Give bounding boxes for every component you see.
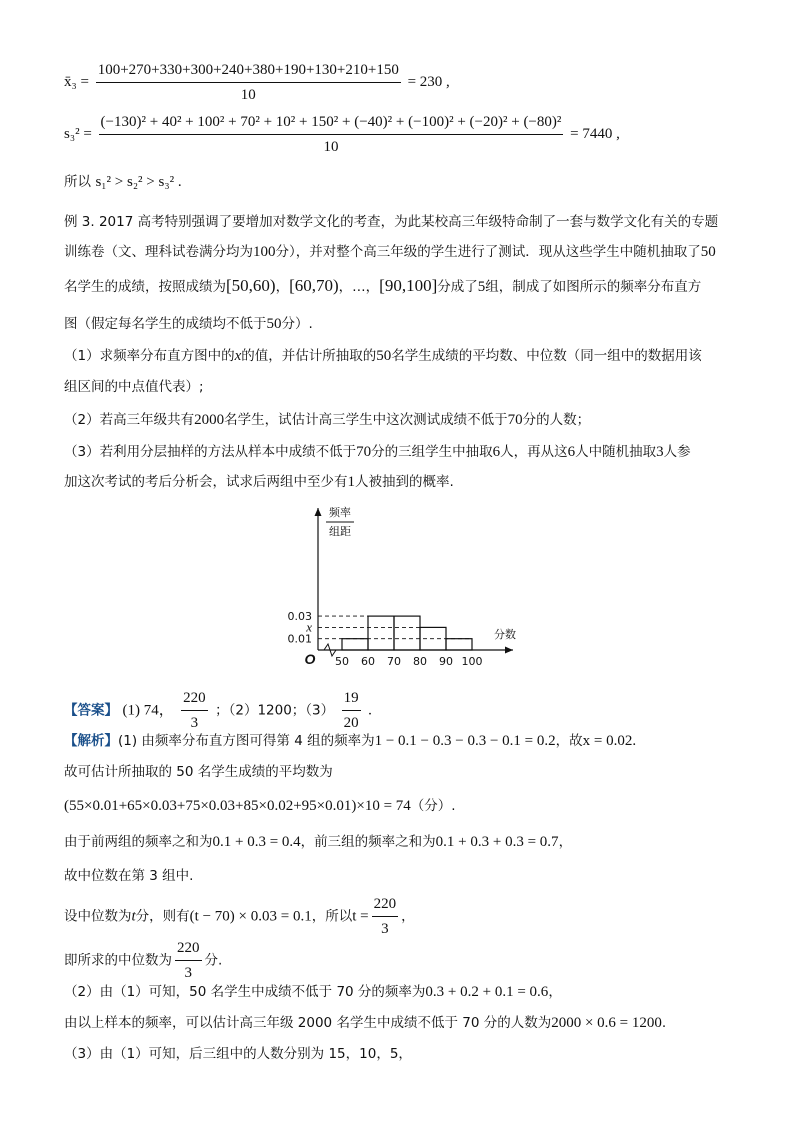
text: 训练卷（文、理科试卷满分均为 <box>64 244 253 260</box>
x-tick-label: 60 <box>361 655 375 668</box>
y-axis-label-bottom: 组距 <box>329 525 351 538</box>
fraction-numerator: 220 <box>372 894 399 917</box>
text: 名学生，试估计高三学生中这次测试成绩不低于 <box>224 412 508 428</box>
x-tick-label: 100 <box>461 655 483 668</box>
expr: 1 − 0.1 − 0.3 − 0.3 − 0.1 = 0.2 <box>374 733 556 749</box>
text: 由于前两组的频率之和为 <box>64 834 213 850</box>
text: . <box>661 1015 667 1031</box>
expr: 0.3 + 0.2 + 0.1 = 0.6 <box>425 984 549 1000</box>
problem-line-2 <box>64 242 716 262</box>
num-1: 1 <box>347 474 355 490</box>
fraction-denominator: 3 <box>190 715 199 731</box>
text: 分），并对整个高三年级的学生进行了测试．现从这些学生中随机抽取了 <box>275 244 701 260</box>
text: 人参 <box>663 444 691 460</box>
text: （分）. <box>410 798 456 814</box>
analysis-line-4 <box>64 832 572 852</box>
analysis-line-3 <box>64 796 456 816</box>
answer-part2: ；（2）1200；（3） <box>215 702 335 719</box>
text: （3）若利用分层抽样的方法从样本中成绩不低于 <box>64 444 357 460</box>
expr: (55×0.01+65×0.03+75×0.03+85×0.02+95×0.01)×10 = 74 <box>64 798 411 814</box>
num-50: 50 <box>700 244 716 260</box>
origin-label: O <box>304 651 316 667</box>
analysis-line-7 <box>64 938 222 983</box>
text: ， <box>548 984 562 1000</box>
interval-60-70: [60,70) <box>289 276 339 295</box>
histogram-bar <box>446 639 472 650</box>
formula-s3-lhs: s₃² = <box>64 125 92 142</box>
text: 分成了 <box>437 279 478 295</box>
num-50: 50 <box>376 348 392 364</box>
text: ，前三组的频率之和为 <box>300 834 436 850</box>
text: ， <box>558 834 573 850</box>
fraction-numerator: 19 <box>342 688 361 711</box>
text: （2）由（1）可知，50 名学生中成绩不低于 70 分的频率为 <box>64 984 426 1000</box>
analysis-part3-line-1: （3）由（1）可知，后三组中的人数分别为 15，10，5， <box>64 1046 412 1062</box>
text: ，…， <box>338 279 380 295</box>
problem-line-3 <box>64 276 701 297</box>
expr: x = 0.02 <box>582 733 633 749</box>
formula-x3-denominator: 10 <box>240 87 256 103</box>
answer-tag: 【答案】 <box>64 702 118 719</box>
x-axis-label: 分数 <box>494 628 516 641</box>
analysis-line-5: 故中位数在第 3 组中. <box>64 868 194 884</box>
text: 分. <box>204 952 223 969</box>
answer-line <box>64 688 372 733</box>
x-tick-label: 80 <box>413 655 427 668</box>
x-tick-label: 70 <box>387 655 401 668</box>
num-70: 70 <box>356 444 372 460</box>
formula-s3-result: = 7440 , <box>570 125 620 142</box>
y-tick-label: 0.03 <box>287 610 312 624</box>
histogram-labels <box>288 505 517 668</box>
analysis-line-6 <box>64 894 415 939</box>
y-tick-label: 0.01 <box>287 632 312 646</box>
fraction-numerator: 220 <box>181 688 208 711</box>
formula-variance-s3 <box>64 112 620 157</box>
answer-fraction-2 <box>342 688 361 733</box>
text: 设中位数为 <box>64 908 132 925</box>
text: 名学生的成绩，按照成绩为 <box>64 279 226 295</box>
num-50: 50 <box>266 316 282 332</box>
expr: 0.1 + 0.3 + 0.3 = 0.7 <box>435 834 559 850</box>
text: 的值，并估计所抽取的 <box>241 348 377 364</box>
num-3: 3 <box>656 444 664 460</box>
histogram-bar <box>394 616 420 650</box>
formula-x3-lhs: x̄₃ = <box>64 73 89 90</box>
fraction-denominator: 3 <box>184 965 192 981</box>
histogram-chart <box>278 500 528 672</box>
analysis-line-2: 故可估计所抽取的 50 名学生成绩的平均数为 <box>64 764 333 780</box>
text: (1) 由频率分布直方图可得第 4 组的频率为 <box>118 733 375 749</box>
answer-part3: . <box>368 702 372 719</box>
formula-s3-numerator: (−130)² + 40² + 100² + 70² + 10² + 150² + (−40)² + (−100)² + (−20)² + (−80)² <box>99 112 564 135</box>
formula-x3-result: = 230 , <box>407 73 450 90</box>
x-tick-label: 50 <box>335 655 349 668</box>
var-t: t <box>131 908 136 925</box>
text: （1）求频率分布直方图中的 <box>64 348 235 364</box>
fraction <box>372 894 399 939</box>
formula-s3-denominator: 10 <box>323 139 339 155</box>
text: 图（假定每名学生的成绩均不低于 <box>64 316 267 332</box>
text: 组，制成了如图所示的频率分布直方 <box>485 279 702 295</box>
text: 即所求的中位数为 <box>64 952 172 969</box>
fraction-numerator: 220 <box>175 938 202 961</box>
formula-x3-fraction <box>96 60 401 105</box>
formula-x3-numerator: 100+270+330+300+240+380+190+130+210+150 <box>96 60 401 83</box>
question-1-line-1 <box>64 346 702 366</box>
y-axis-label-top: 频率 <box>329 506 351 519</box>
text: 人，再从这 <box>500 444 568 460</box>
fraction <box>175 938 202 983</box>
text: 分的三组学生中抽取 <box>371 444 493 460</box>
problem-line-4 <box>64 314 313 334</box>
num-6: 6 <box>567 444 576 460</box>
problem-line-1: 例 3. 2017 高考特别强调了要增加对数学文化的考查，为此某校高三年级特命制了一套与数学文化有关的专题 <box>64 214 719 230</box>
analysis-part2-line-1 <box>64 982 562 1002</box>
conclusion-line <box>64 172 182 192</box>
text: 人被抽到的概率. <box>355 474 454 490</box>
fraction-denominator: 3 <box>381 921 389 937</box>
num-100: 100 <box>253 244 276 260</box>
expr: 2000 × 0.6 = 1200 <box>551 1015 662 1031</box>
text: . <box>632 733 637 749</box>
expr: (t − 70) × 0.03 = 0.1 <box>189 908 312 925</box>
analysis-part2-line-2 <box>64 1013 666 1033</box>
histogram-bar <box>342 639 368 650</box>
interval-90-100: [90,100] <box>379 276 438 295</box>
conclusion-prefix: 所以 <box>64 174 91 190</box>
y-axis-arrow <box>315 508 322 516</box>
question-1-line-2: 组区间的中点值代表）; <box>64 379 204 395</box>
text: ，故 <box>555 733 583 749</box>
analysis-tag: 【解析】 <box>64 733 118 749</box>
analysis-line-1 <box>64 731 636 751</box>
num-5: 5 <box>477 279 486 295</box>
text: （2）若高三年级共有 <box>64 412 195 428</box>
histogram-bar <box>368 616 394 650</box>
text: ， <box>275 279 290 295</box>
text: 分）. <box>281 316 313 332</box>
fraction-denominator: 20 <box>343 715 359 731</box>
histogram-bars <box>342 616 472 650</box>
question-2 <box>64 410 590 430</box>
expr: t = <box>352 908 369 925</box>
question-3-line-1 <box>64 442 691 462</box>
text: 分的人数； <box>522 412 591 428</box>
text: 名学生成绩的平均数、中位数（同一组中的数据用该 <box>391 348 702 364</box>
interval-50-60: [50,60) <box>226 276 276 295</box>
answer-fraction-1 <box>181 688 208 733</box>
text: 人中随机抽取 <box>575 444 657 460</box>
expr: 0.1 + 0.3 = 0.4 <box>212 834 301 850</box>
conclusion-expr: s₁² > s₂² > s₃² . <box>95 174 182 190</box>
text: 加这次考试的考后分析会，试求后两组中至少有 <box>64 474 348 490</box>
x-tick-label: 90 <box>439 655 453 668</box>
text: 分，则有 <box>135 908 190 925</box>
answer-part1: (1) 74， <box>122 702 174 719</box>
var-x: x <box>234 348 242 364</box>
formula-s3-fraction <box>99 112 564 157</box>
num-70: 70 <box>507 412 523 428</box>
num-2000: 2000 <box>194 412 225 428</box>
text: 由以上样本的频率，可以估计高三年级 2000 名学生中成绩不低于 70 分的人数为 <box>64 1015 552 1031</box>
y-tick-label: x <box>306 619 312 635</box>
text: ，所以 <box>311 908 353 925</box>
x-axis-arrow <box>505 647 513 654</box>
formula-mean-x3 <box>64 60 450 105</box>
text: ， <box>401 908 415 925</box>
question-3-line-2 <box>64 472 454 492</box>
num-6: 6 <box>492 444 501 460</box>
